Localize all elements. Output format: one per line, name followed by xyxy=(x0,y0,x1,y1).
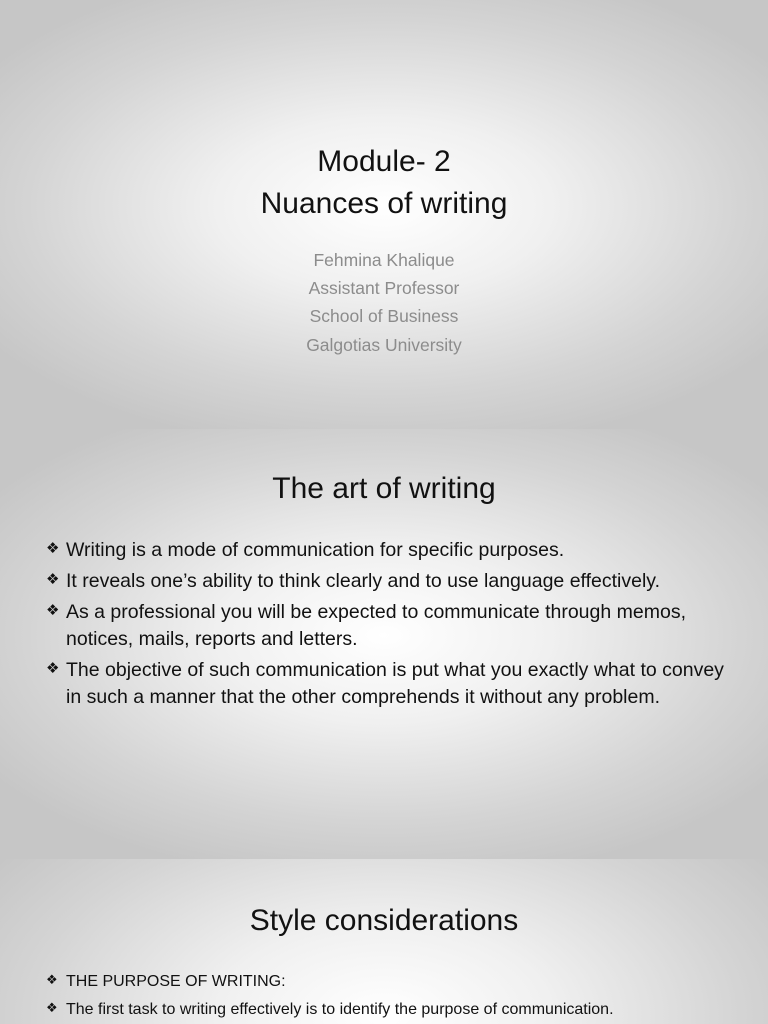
list-item xyxy=(46,657,738,711)
slide-title xyxy=(0,0,768,429)
bullet-text: The first task to writing effectively is to identify the purpose of communication. xyxy=(66,1001,614,1018)
list-item xyxy=(46,537,738,564)
slide-title-line2: Nuances of writing xyxy=(260,187,508,220)
diamond-bullet-icon: ❖ xyxy=(46,571,60,588)
author-school: School of Business xyxy=(309,306,459,326)
diamond-bullet-icon: ❖ xyxy=(46,1000,58,1015)
slide-heading: The art of writing xyxy=(272,472,496,505)
author-role: Assistant Professor xyxy=(308,278,460,298)
list-item xyxy=(46,969,738,994)
bullet-text: The objective of such communication is put what you exactly what to convey in such a manner that the other comprehends it without any problem. xyxy=(66,659,724,708)
list-item xyxy=(46,997,738,1022)
author-name: Fehmina Khalique xyxy=(313,250,455,270)
slide-title-line1: Module- 2 xyxy=(317,145,451,178)
bullet-text: As a professional you will be expected to communicate through memos, notices, mails, reports and letters. xyxy=(66,601,686,650)
bullet-text: It reveals one’s ability to think clearly and to use language effectively. xyxy=(66,570,661,592)
slide-style-considerations xyxy=(0,859,768,1024)
diamond-bullet-icon: ❖ xyxy=(46,540,60,557)
bullet-list xyxy=(46,537,738,715)
slide-art-of-writing xyxy=(0,429,768,859)
slide-heading: Style considerations xyxy=(249,904,519,937)
bullet-text: THE PURPOSE OF WRITING: xyxy=(66,973,286,990)
author-university: Galgotias University xyxy=(306,335,462,355)
diamond-bullet-icon: ❖ xyxy=(46,660,60,677)
diamond-bullet-icon: ❖ xyxy=(46,602,60,619)
list-item xyxy=(46,568,738,595)
diamond-bullet-icon: ❖ xyxy=(46,972,58,987)
bullet-text: Writing is a mode of communication for specific purposes. xyxy=(66,539,565,561)
list-item xyxy=(46,599,738,653)
bullet-list xyxy=(46,969,738,1024)
